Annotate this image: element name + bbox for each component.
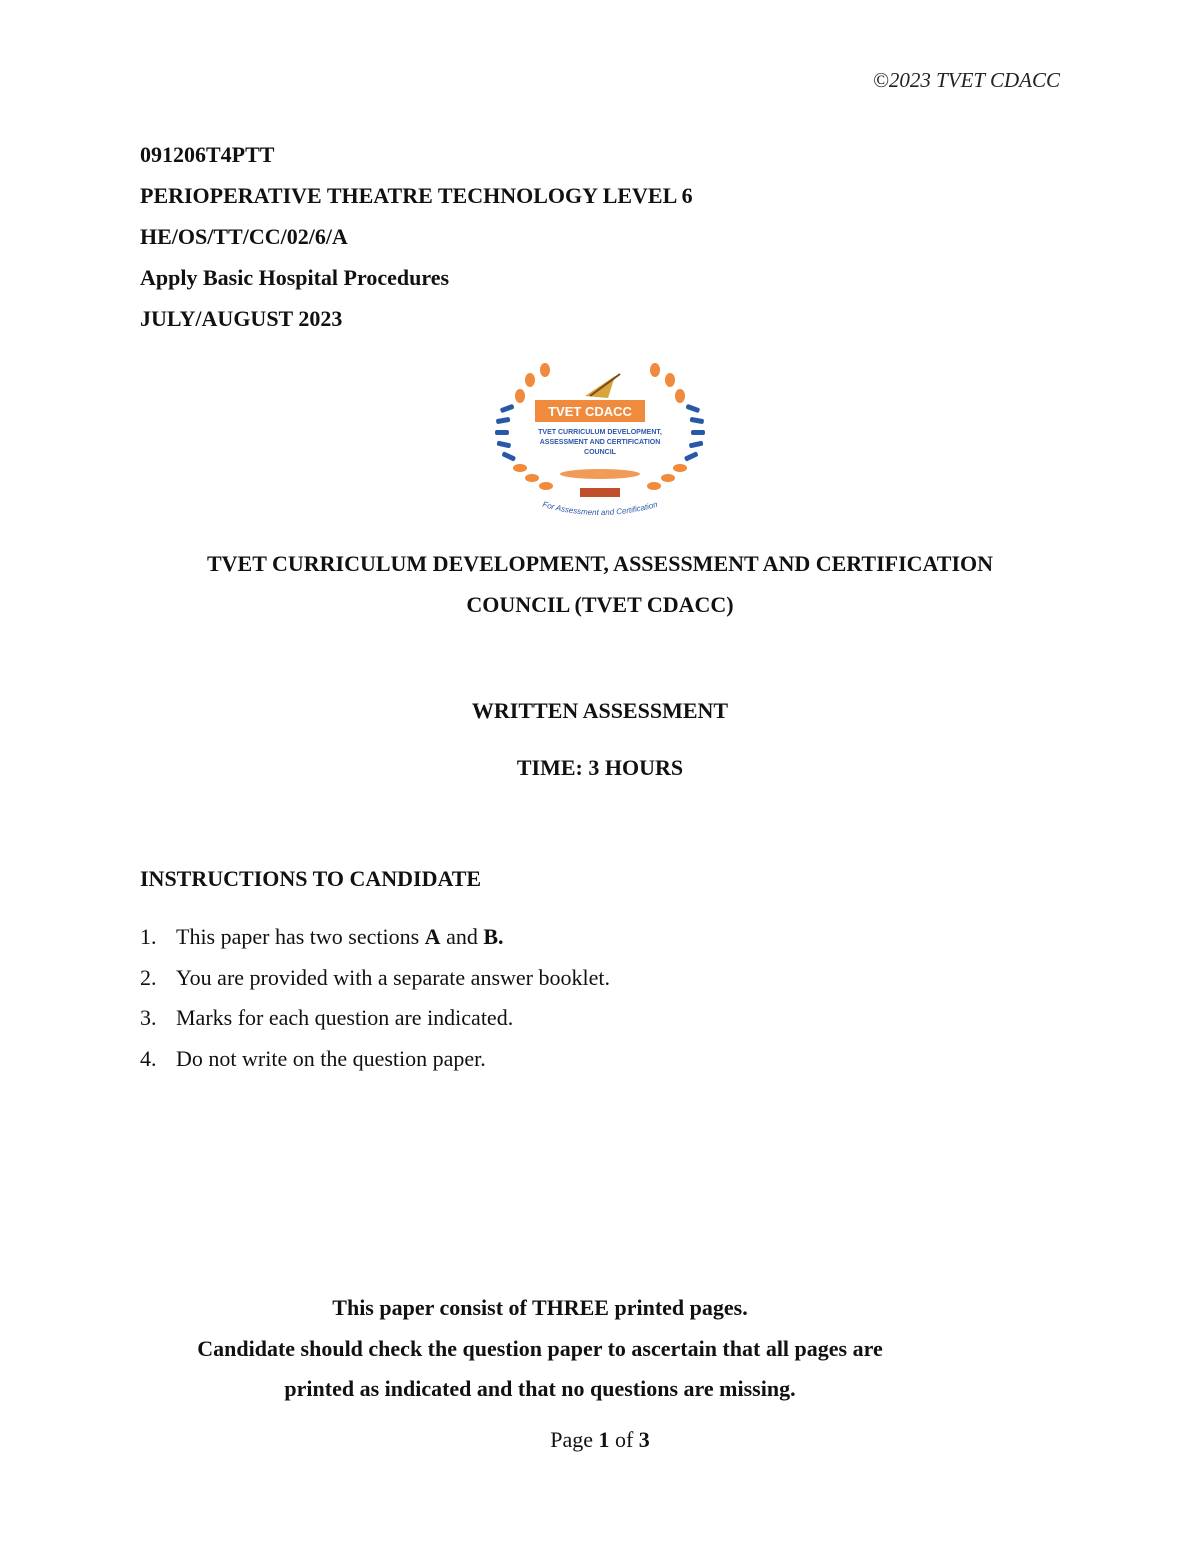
page-count-notice <box>140 1288 940 1410</box>
logo-banner-text: TVET CDACC <box>548 404 632 419</box>
assessment-type: WRITTEN ASSESSMENT <box>471 698 729 723</box>
instructions-list <box>140 922 610 1084</box>
list-item: 2. You are provided with a separate answer booklet. <box>140 964 610 990</box>
exam-header <box>140 140 693 345</box>
council-name-line1: TVET CURRICULUM DEVELOPMENT, ASSESSMENT AND CERTIFICATION <box>206 551 994 576</box>
exam-session: JULY/AUGUST 2023 <box>140 306 343 331</box>
page-number: Page 1 of 3 <box>550 1427 650 1452</box>
logo-text-line1: TVET CURRICULUM DEVELOPMENT, <box>538 429 662 436</box>
copyright-notice: ©2023 TVET CDACC <box>872 68 1060 92</box>
right-wreath <box>647 363 705 490</box>
logo-motto: For Assessment and Certification <box>541 499 659 518</box>
unit-title: Apply Basic Hospital Procedures <box>140 265 450 290</box>
time-allowed: TIME: 3 HOURS <box>516 755 684 780</box>
paper-code: 091206T4PTT <box>140 142 275 167</box>
list-item: 3. Marks for each question are indicated. <box>140 1005 514 1030</box>
instructions-heading: INSTRUCTIONS TO CANDIDATE <box>140 866 482 891</box>
list-item: 1. This paper has two sections A and B. <box>140 924 504 949</box>
logo-text-line2: ASSESSMENT AND CERTIFICATION <box>539 439 661 446</box>
logo-seal-bar <box>580 488 620 497</box>
council-name-line2: COUNCIL (TVET CDACC) <box>466 592 734 617</box>
quill-icon <box>585 376 615 398</box>
left-wreath <box>495 363 553 490</box>
tvet-cdacc-logo <box>490 356 710 526</box>
programme-title: PERIOPERATIVE THEATRE TECHNOLOGY LEVEL 6 <box>140 183 693 208</box>
footer-line2: Candidate should check the question paper to ascertain that all pages are <box>197 1335 883 1361</box>
unit-code: HE/OS/TT/CC/02/6/A <box>140 224 348 249</box>
council-name <box>100 543 1100 625</box>
footer-line3: printed as indicated and that no questions are missing. <box>284 1376 796 1401</box>
list-item: 4. Do not write on the question paper. <box>140 1045 486 1071</box>
footer-line1: This paper consist of THREE printed pages. <box>332 1295 748 1320</box>
logo-text-line3: COUNCIL <box>584 449 616 456</box>
